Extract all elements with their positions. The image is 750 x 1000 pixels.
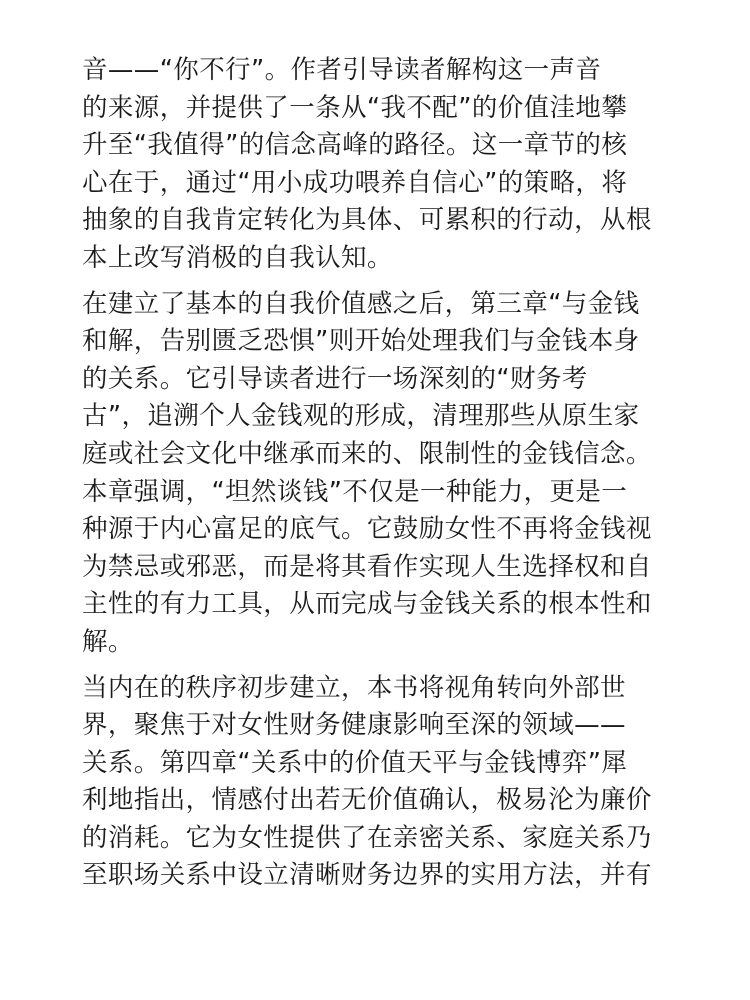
text-line: 本上改写消极的自我认知。 [82,242,393,273]
text-line: 庭或社会文化中继承而来的、限制性的金钱信念。 [82,438,652,469]
text-line: 利地指出，情感付出若无价值确认，极易沦为廉价 [82,785,652,816]
paragraph-3 [82,670,672,896]
text-line: 种源于内心富足的底气。它鼓励女性不再将金钱视 [82,514,652,545]
text-line: 解。 [82,626,134,657]
text-line: 抽象的自我肯定转化为具体、可累积的行动，从根 [82,205,652,236]
paragraph-2 [82,286,672,662]
text-line: 的关系。它引导读者进行一场深刻的“财务考 [82,363,588,394]
text-line: 的消耗。它为女性提供了在亲密关系、家庭关系乃 [82,822,652,853]
body-text [82,52,672,903]
text-line: 本章强调，“坦然谈钱”不仅是一种能力，更是一 [82,476,628,507]
text-line: 主性的有力工具，从而完成与金钱关系的根本性和 [82,589,652,620]
text-line: 在建立了基本的自我价值感之后，第三章“与金钱 [82,288,640,319]
text-line: 升至“我值得”的信念高峰的路径。这一章节的核 [82,130,628,161]
text-line: 古”，追溯个人金钱观的形成，清理那些从原生家 [82,401,640,432]
text-line: 和解，告别匮乏恐惧”则开始处理我们与金钱本身 [82,326,640,357]
text-line: 至职场关系中设立清晰财务边界的实用方法，并有 [82,860,652,891]
text-line: 界，聚焦于对女性财务健康影响至深的领域—— [82,710,626,741]
text-line: 音——“你不行”。作者引导读者解构这一声音 [82,55,602,85]
text-line: 的来源，并提供了一条从“我不配”的价值洼地攀 [82,92,628,123]
text-line: 为禁忌或邪恶，而是将其看作实现人生选择权和自 [82,551,652,582]
paragraph-1 [82,52,672,278]
text-line: 关系。第四章“关系中的价值天平与金钱博弈”犀 [82,747,628,778]
text-line: 当内在的秩序初步建立，本书将视角转向外部世 [82,672,626,703]
text-line: 心在于，通过“用小成功喂养自信心”的策略，将 [82,167,628,198]
